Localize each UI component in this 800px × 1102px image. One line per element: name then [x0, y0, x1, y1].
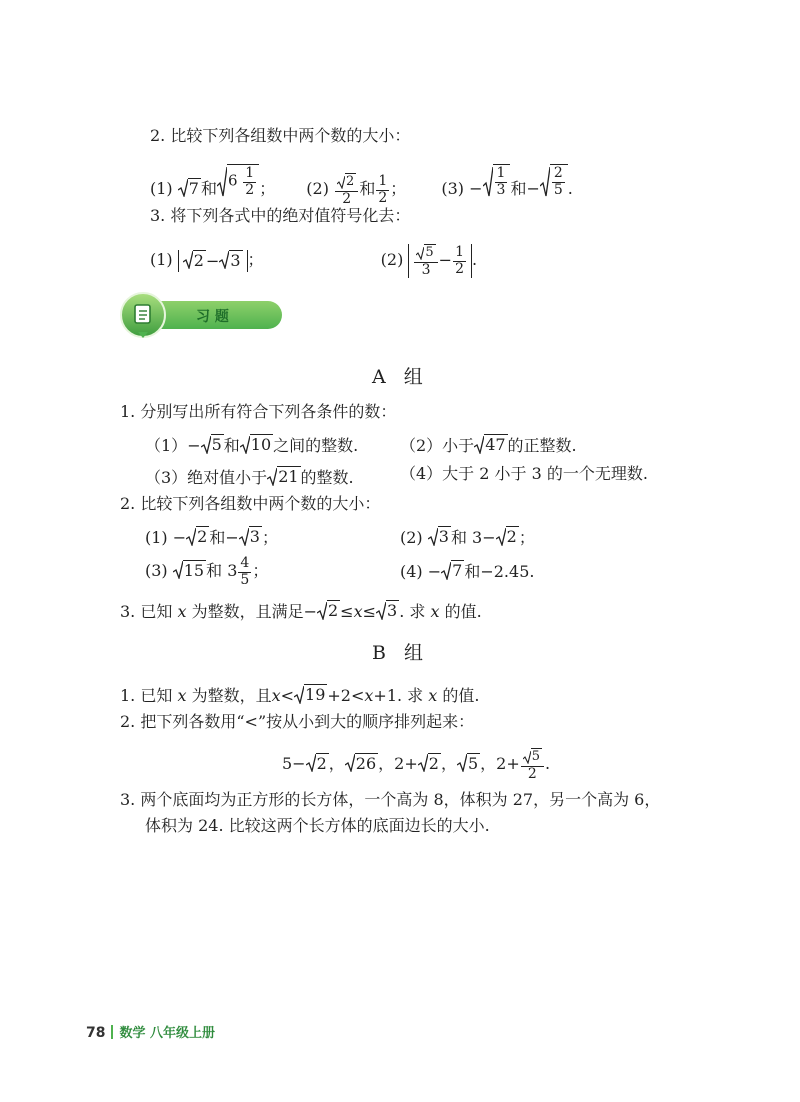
- book-title: 数学 八年级上册: [119, 1026, 216, 1041]
- chevron-down-icon: [138, 332, 148, 338]
- practice-q2-items: (1) 7 和 6 $\frac{1}{2}$ ； (2) $\frac{2}{2}$ 和 $\frac{1}{2}$ ； (3) − $\frac{1}{3}$ 和− $\frac{2}{5}$ .: [150, 165, 573, 208]
- a2-item-1: (1) − 2 和− 3 ；: [145, 527, 278, 547]
- footer-divider: [111, 1025, 113, 1039]
- a1-item-3: （3）绝对值小于 21 的整数.: [145, 467, 354, 487]
- section-b-heading: B 组: [372, 642, 430, 664]
- notebook-icon: [132, 302, 154, 326]
- b3-line-1: 3. 两个底面均为正方形的长方体，一个高为 8，体积为 27，另一个高为 6，: [120, 790, 661, 809]
- practice-q3-items: (1) 2 − 3 ； (2) $\frac{5}{3}$ − $\frac{1}{2}$ .: [150, 244, 478, 278]
- a2-item-4: (4) − 7 和−2.45.: [400, 561, 535, 581]
- a1-item-1: （1）− 5 和 10 之间的整数.: [145, 435, 359, 455]
- page-footer: [86, 1022, 215, 1041]
- b2-title: 2. 把下列各数用“<”按从小到大的顺序排列起来：: [120, 712, 475, 731]
- b3-line-2: 体积为 24. 比较这两个长方体的底面边长的大小.: [145, 816, 490, 835]
- a1-item-2: （2）小于 47 的正整数.: [400, 435, 577, 455]
- b1-question: 1. 已知 x 为整数，且x< 19 +2<x+1. 求 x 的值.: [120, 685, 480, 705]
- a3-question: 3. 已知 x 为整数，且满足− 2 ≤x≤ 3 . 求 x 的值.: [120, 601, 482, 621]
- banner-label: 习 题: [196, 309, 229, 325]
- exercise-banner: [120, 292, 282, 338]
- a1-title: 1. 分别写出所有符合下列各条件的数：: [120, 402, 397, 421]
- practice-q2-title: 2. 比较下列各组数中两个数的大小：: [150, 126, 411, 145]
- b2-numbers: 5− 2 ， 26 ，2+ 2 ， 5 ，2+ $\frac{5}{2}$ .: [282, 749, 551, 782]
- a2-item-2: (2) 3 和 3− 2 ；: [400, 527, 535, 547]
- page-number: 78: [86, 1025, 106, 1041]
- section-a-heading: A 组: [372, 366, 429, 388]
- practice-q3-title: 3. 将下列各式中的绝对值符号化去：: [150, 206, 411, 225]
- a2-title: 2. 比较下列各组数中两个数的大小：: [120, 494, 381, 513]
- a1-item-4: （4）大于 2 小于 3 的一个无理数.: [400, 464, 648, 483]
- a2-item-3: (3) 15 和 3 $\frac{4}{5}$ ；: [145, 555, 269, 588]
